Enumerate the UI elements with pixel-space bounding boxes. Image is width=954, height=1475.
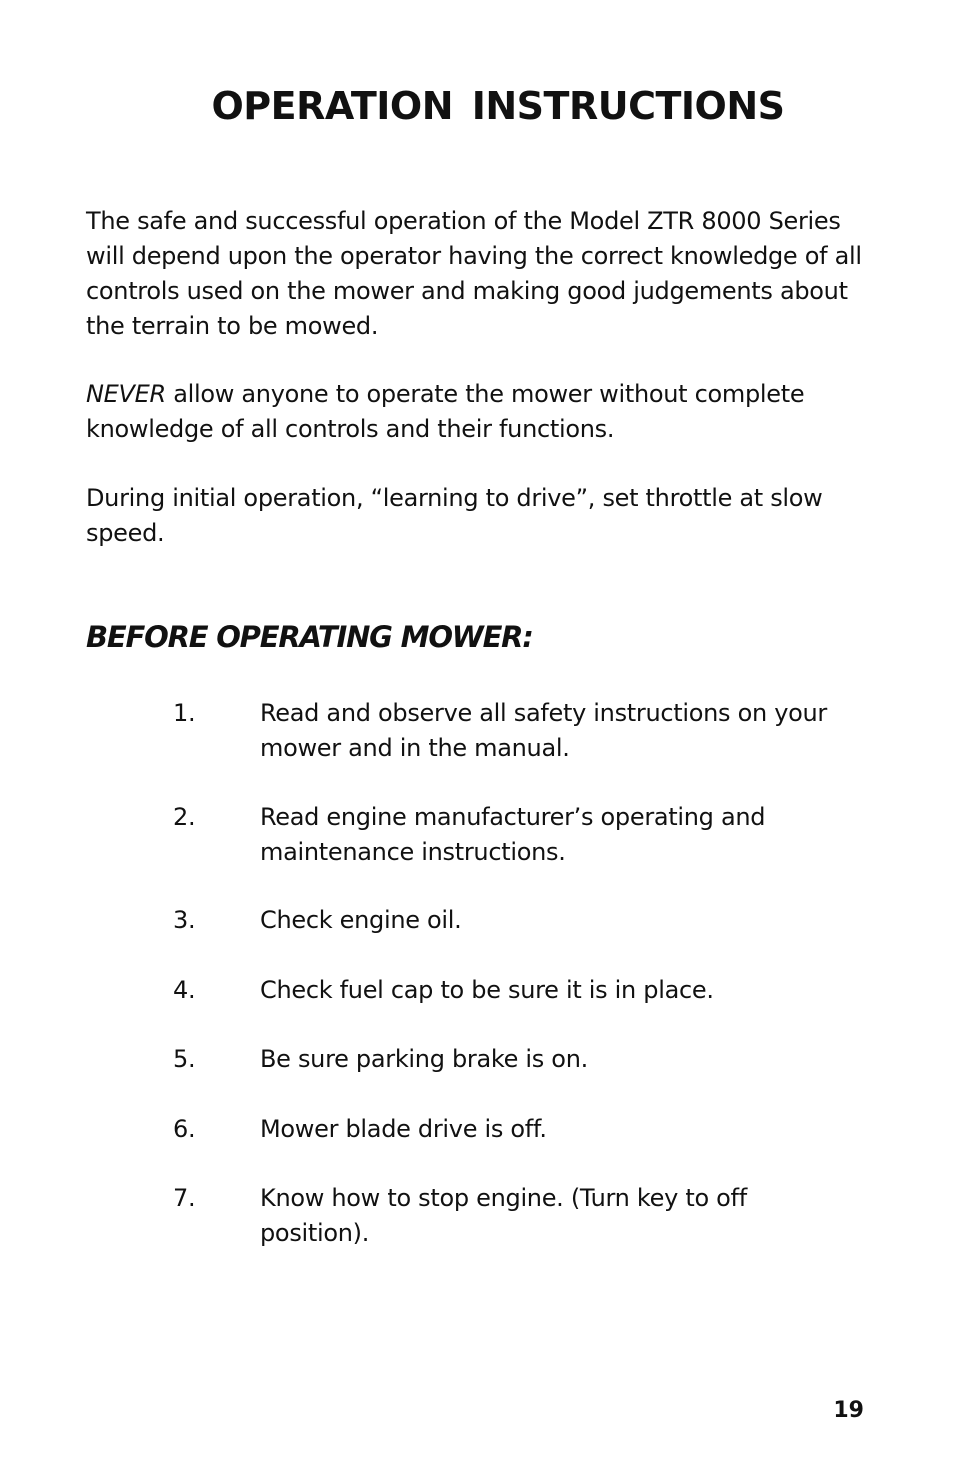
step-number: 7. [173, 1184, 196, 1212]
step-text: Mower blade drive is off. [260, 1115, 547, 1143]
section-heading: BEFORE OPERATING MOWER: [86, 620, 533, 654]
step-number: 5. [173, 1045, 196, 1073]
page-title: OPERATION INSTRUCTIONS [211, 84, 785, 128]
step-text: Read and observe all safety instructions on your mower and in the manual. [260, 699, 827, 762]
step-text: Check fuel cap to be sure it is in place. [260, 976, 714, 1004]
intro-paragraph: The safe and successful operation of the Model ZTR 8000 Series will depend upon the operator having the correct knowledge of all controls used on the mower and making good judgements about the terrain to be mowed. [86, 207, 862, 340]
warning-paragraph [86, 377, 886, 447]
step-number: 1. [173, 699, 196, 727]
step-text: Know how to stop engine. (Turn key to off position). [260, 1184, 747, 1247]
initial-operation-note: During initial operation, “learning to drive”, set throttle at slow speed. [86, 484, 823, 547]
page-number: 19 [833, 1398, 864, 1423]
step-number: 4. [173, 976, 196, 1004]
step-text: Read engine manufacturer’s operating and maintenance instructions. [260, 803, 766, 866]
step-number: 6. [173, 1115, 196, 1143]
step-text: Be sure parking brake is on. [260, 1045, 588, 1073]
step-number: 2. [173, 803, 196, 831]
step-text: Check engine oil. [260, 906, 462, 934]
step-number: 3. [173, 906, 196, 934]
warning-text: allow anyone to operate the mower without complete knowledge of all controls and their functions. [86, 380, 805, 443]
warning-emphasis: NEVER [86, 380, 166, 408]
